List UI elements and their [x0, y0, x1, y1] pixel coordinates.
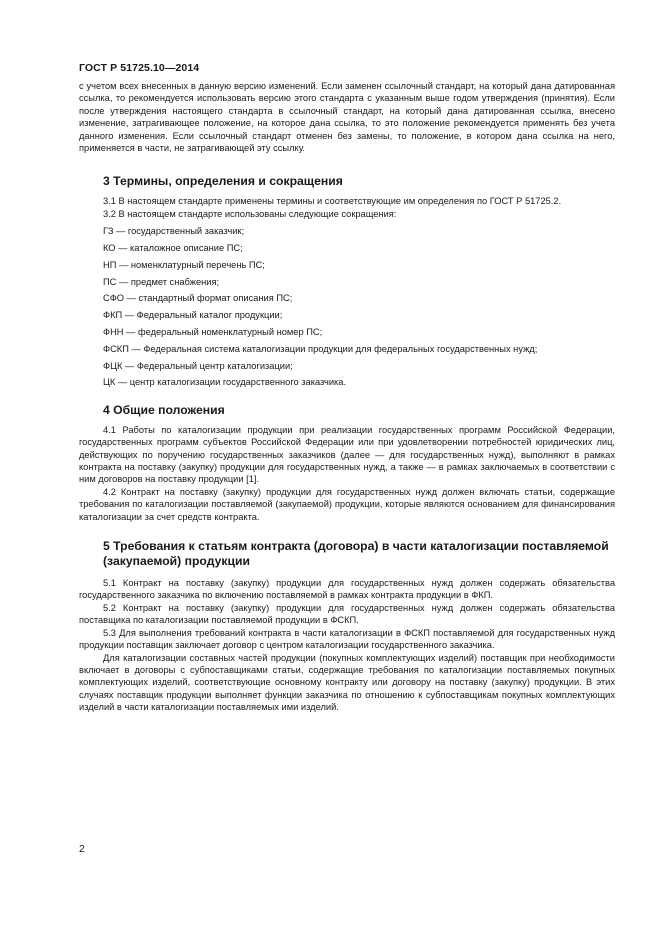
abbreviation-item: НП — номенклатурный перечень ПС;	[103, 259, 265, 270]
section-4-2: 4.2 Контракт на поставку (закупку) продукции для государственных нужд должен включать статьи, содержащие требования по каталогизации поставляемой (закупаемой) продукции, которые являются основанием для финансирования каталогизации за счет средств контракта.	[79, 486, 615, 522]
page-number: 2	[79, 843, 85, 855]
section-5-3: 5.3 Для выполнения требований контракта в части каталогизации в ФСКП поставляемой для государственных нужд продукции поставщик заключает договор с центром каталогизации государственного заказчика.	[79, 627, 615, 651]
section-4-heading: 4 Общие положения	[103, 402, 225, 417]
section-5-2: 5.2 Контракт на поставку (закупку) продукции для государственных нужд должен содержать обязательства поставщика по каталогизации поставляемой продукции в ФСКП.	[79, 602, 615, 626]
standard-code-header: ГОСТ Р 51725.10—2014	[79, 62, 200, 74]
abbreviation-item: ФЦК — Федеральный центр каталогизации;	[103, 360, 293, 371]
section-3-1: 3.1 В настоящем стандарте применены термины и соответствующие им определения по ГОСТ Р 51725.2.	[103, 196, 562, 207]
section-5-1: 5.1 Контракт на поставку (закупку) продукции для государственных нужд должен содержать обязательства государственного заказчика по включению поставляемой в рамках контракта продукции в ФКП.	[79, 578, 615, 601]
abbreviation-item: ГЗ — государственный заказчик;	[103, 226, 245, 237]
section-3-heading: 3 Термины, определения и сокращения	[103, 174, 343, 189]
abbreviation-item: ЦК — центр каталогизации государственного заказчика.	[103, 377, 347, 388]
abbreviation-item: КО — каталожное описание ПС;	[103, 243, 243, 254]
abbreviation-item: ФКП — Федеральный каталог продукции;	[103, 310, 283, 321]
section-5-heading: 5 Требования к статьям контракта (договора) в части каталогизации поставляемой (закупаемой) продукции	[103, 539, 609, 569]
section-3-2: 3.2 В настоящем стандарте использованы следующие сокращения:	[103, 208, 397, 219]
abbreviation-item: ФНН — федеральный номенклатурный номер ПС;	[103, 327, 323, 338]
abbreviation-item: ПС — предмет снабжения;	[103, 276, 220, 287]
abbreviation-item: ФСКП — Федеральная система каталогизации продукции для федеральных государственных нужд;	[103, 343, 538, 354]
abbreviation-item: СФО — стандартный формат описания ПС;	[103, 293, 293, 304]
intro-paragraph: с учетом всех внесенных в данную версию изменений. Если заменен ссылочный стандарт, на который дана датированная ссылка, то рекомендуется использовать версию этого стандарта с указанным выше годом утверждения (принятия). Если после утверждения настоящего стандарта в ссылочный стандарт, на который дана датированная ссылка, внесено изменение, затрагивающее положение, на которое дана ссылка, то это положение рекомендуется применять без учета данного изменения. Если ссылочный стандарт отменен без замены, то положение, в котором дана ссылка на него, применяется в части, не затрагивающей эту ссылку.	[79, 81, 615, 154]
document-body	[79, 80, 615, 714]
section-4-1: 4.1 Работы по каталогизации продукции при реализации государственных программ Российской Федерации, государственных программ субъектов Российской Федерации или при удовлетворении потребностей юридических лиц, действующих по поручению государственных заказчиков (далее — для государственных нужд), выполняют в рамках контракта на поставку (закупку) продукции для государственных нужд, а также — в рамках заключаемых в соответствии с ним договоров на поставку продукции [1].	[79, 424, 615, 485]
section-5-3-continued: Для каталогизации составных частей продукции (покупных комплектующих изделий) поставщик при необходимости включает в договоры с субпоставщиками статьи, содержащие требования по каталогизации поставляемых покупных комплектующих изделий, соответствующие основному контракту или договору на поставку (закупку) продукции. В этих случаях поставщик продукции выполняет функции заказчика по отношению к субпоставщикам покупных комплектующих изделий в части каталогизации поставляемых ими изделий.	[79, 652, 615, 713]
